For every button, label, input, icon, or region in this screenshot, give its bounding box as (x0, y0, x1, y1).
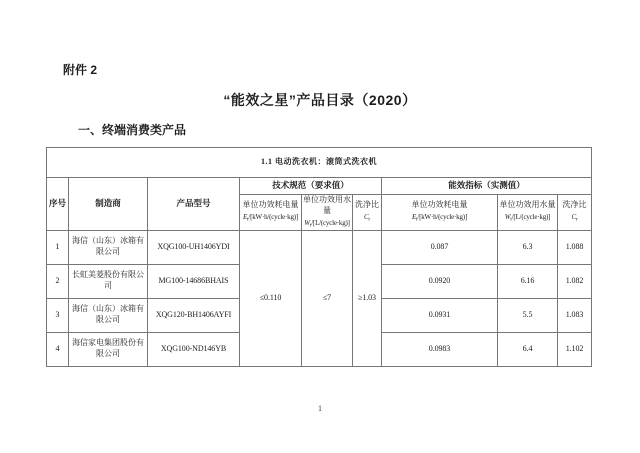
index-cell: 2 (47, 264, 69, 298)
index-cell: 1 (47, 230, 69, 264)
manufacturer-cell: 海信（山东）冰箱有限公司 (69, 298, 148, 332)
col-header-req-water (302, 195, 353, 231)
meas-water-label: 单位功效用水量 (499, 200, 556, 210)
col-group-tech-spec: 技术规范（要求值） (240, 178, 382, 195)
col-header-meas-water (498, 195, 558, 231)
req-energy-label: 单位功效耗电量 (242, 200, 299, 210)
col-header-model: 产品型号 (148, 178, 240, 231)
meas-energy-formula: $E_t/[kW\cdot h/(cycle\cdot kg)]$ (411, 213, 468, 223)
manufacturer-cell: 海信家电集团股份有限公司 (69, 332, 148, 366)
product-table (46, 147, 592, 367)
index-cell: 4 (47, 332, 69, 366)
meas-ratio-formula: $C_r$ (571, 213, 578, 223)
table-row (47, 230, 592, 264)
col-header-meas-ratio (558, 195, 592, 231)
req-ratio-label: 洗净比 (355, 200, 379, 210)
measured-water-cell: 5.5 (498, 298, 558, 332)
col-header-req-ratio (353, 195, 382, 231)
measured-energy-cell: 0.0920 (382, 264, 498, 298)
model-cell: XQG120-BH1406AYFI (148, 298, 240, 332)
col-header-index: 序号 (47, 178, 69, 231)
table-caption-row (47, 148, 592, 178)
req-energy-formula: $E_t/[kW\cdot h/(cycle\cdot kg)]$ (242, 213, 299, 223)
measured-water-cell: 6.3 (498, 230, 558, 264)
model-cell: XQG100-UH1406YDI (148, 230, 240, 264)
requirement-energy-cell: ≤0.110 (240, 230, 302, 366)
measured-water-cell: 6.16 (498, 264, 558, 298)
measured-ratio-cell: 1.088 (558, 230, 592, 264)
req-ratio-formula: $C_r$ (363, 213, 371, 223)
page-number: 1 (318, 404, 322, 413)
meas-water-formula: $W_t/[L/(cycle\cdot kg)]$ (504, 213, 551, 223)
section-title: 一、终端消费类产品 (78, 123, 187, 137)
req-water-formula: $W_t/[L/(cycle\cdot kg)]$ (304, 218, 350, 229)
group-header-row (47, 178, 592, 195)
model-cell: MG100-14686BHAIS (148, 264, 240, 298)
model-cell: XQG100-ND146YB (148, 332, 240, 366)
manufacturer-cell: 海信（山东）冰箱有限公司 (69, 230, 148, 264)
col-header-req-energy (240, 195, 302, 231)
requirement-water-cell: ≤7 (302, 230, 353, 366)
measured-ratio-cell: 1.083 (558, 298, 592, 332)
index-cell: 3 (47, 298, 69, 332)
table-caption: 1.1 电动洗衣机：滚筒式洗衣机 (47, 148, 592, 178)
page-title: “能效之星”产品目录（2020） (223, 92, 417, 108)
measured-energy-cell: 0.087 (382, 230, 498, 264)
measured-energy-cell: 0.0983 (382, 332, 498, 366)
col-header-manufacturer: 制造商 (69, 178, 148, 231)
col-group-efficiency: 能效指标（实测值） (382, 178, 592, 195)
req-water-label: 单位功效用水量 (303, 195, 351, 215)
measured-water-cell: 6.4 (498, 332, 558, 366)
col-header-meas-energy (382, 195, 498, 231)
meas-energy-label: 单位功效耗电量 (411, 200, 468, 210)
manufacturer-cell: 长虹美菱股份有限公司 (69, 264, 148, 298)
measured-ratio-cell: 1.082 (558, 264, 592, 298)
meas-ratio-label: 洗净比 (562, 200, 587, 210)
requirement-ratio-cell: ≥1.03 (353, 230, 382, 366)
measured-ratio-cell: 1.102 (558, 332, 592, 366)
attachment-label: 附件 2 (63, 63, 98, 77)
measured-energy-cell: 0.0931 (382, 298, 498, 332)
